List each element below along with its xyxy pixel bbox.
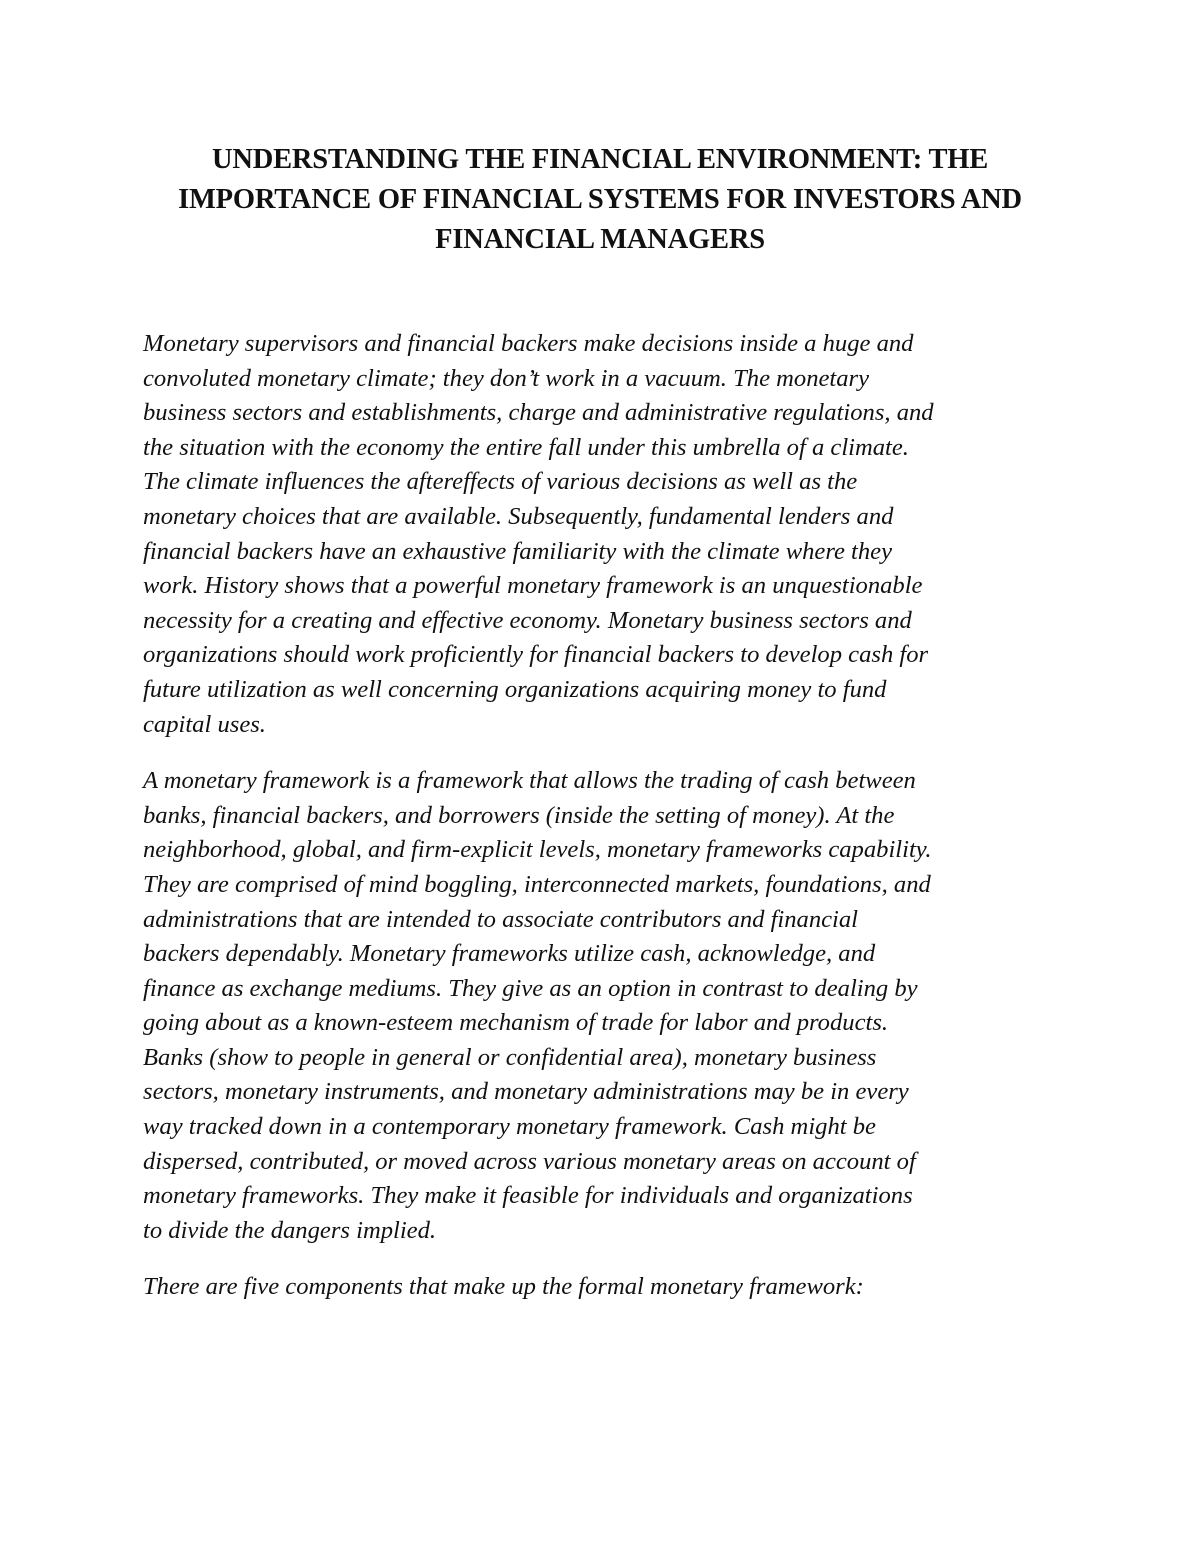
paragraph-intro <box>143 327 1063 742</box>
text-line: to divide the dangers implied. <box>143 1216 437 1244</box>
text-line: way tracked down in a contemporary monetary framework. Cash might be <box>143 1113 876 1141</box>
paragraph-components <box>143 1270 1063 1305</box>
document-body <box>143 327 1063 1327</box>
title-line: FINANCIAL MANAGERS <box>435 224 765 255</box>
text-line: backers dependably. Monetary frameworks utilize cash, acknowledge, and <box>143 940 876 968</box>
text-line: sectors, monetary instruments, and monetary administrations may be in every <box>143 1078 909 1106</box>
text-line: administrations that are intended to associate contributors and financial <box>143 905 859 933</box>
paragraph-framework <box>143 764 1063 1248</box>
text-line: financial backers have an exhaustive familiarity with the climate where they <box>143 537 893 565</box>
text-line: banks, financial backers, and borrowers (inside the setting of money). At the <box>143 801 895 829</box>
title-line: IMPORTANCE OF FINANCIAL SYSTEMS FOR INVESTORS AND <box>178 184 1022 215</box>
text-line: capital uses. <box>143 710 266 738</box>
text-line: The climate influences the aftereffects of various decisions as well as the <box>143 468 858 496</box>
text-line: A monetary framework is a framework that allows the trading of cash between <box>143 767 916 795</box>
text-line: Banks (show to people in general or confidential area), monetary business <box>143 1043 877 1071</box>
text-line: dispersed, contributed, or moved across various monetary areas on account of <box>143 1147 916 1175</box>
text-line: convoluted monetary climate; they don’t work in a vacuum. The monetary <box>143 364 870 392</box>
text-line: There are five components that make up the formal monetary framework: <box>143 1273 864 1301</box>
text-line: the situation with the economy the entire fall under this umbrella of a climate. <box>143 433 909 461</box>
text-line: monetary choices that are available. Subsequently, fundamental lenders and <box>143 502 894 530</box>
text-line: Monetary supervisors and financial backers make decisions inside a huge and <box>143 330 914 357</box>
document-title <box>150 140 1050 260</box>
text-line: finance as exchange mediums. They give as an option in contrast to dealing by <box>143 974 918 1002</box>
text-line: neighborhood, global, and firm-explicit levels, monetary frameworks capability. <box>143 836 932 864</box>
text-line: organizations should work proficiently for financial backers to develop cash for <box>143 641 929 669</box>
title-line: UNDERSTANDING THE FINANCIAL ENVIRONMENT: THE <box>211 144 989 175</box>
text-line: business sectors and establishments, charge and administrative regulations, and <box>143 399 934 427</box>
text-line: future utilization as well concerning organizations acquiring money to fund <box>143 675 887 703</box>
text-line: going about as a known-esteem mechanism of trade for labor and products. <box>143 1009 889 1037</box>
text-line: necessity for a creating and effective economy. Monetary business sectors and <box>143 606 912 634</box>
text-line: They are comprised of mind boggling, interconnected markets, foundations, and <box>143 870 931 898</box>
text-line: monetary frameworks. They make it feasible for individuals and organizations <box>143 1182 913 1210</box>
text-line: work. History shows that a powerful monetary framework is an unquestionable <box>143 572 923 600</box>
